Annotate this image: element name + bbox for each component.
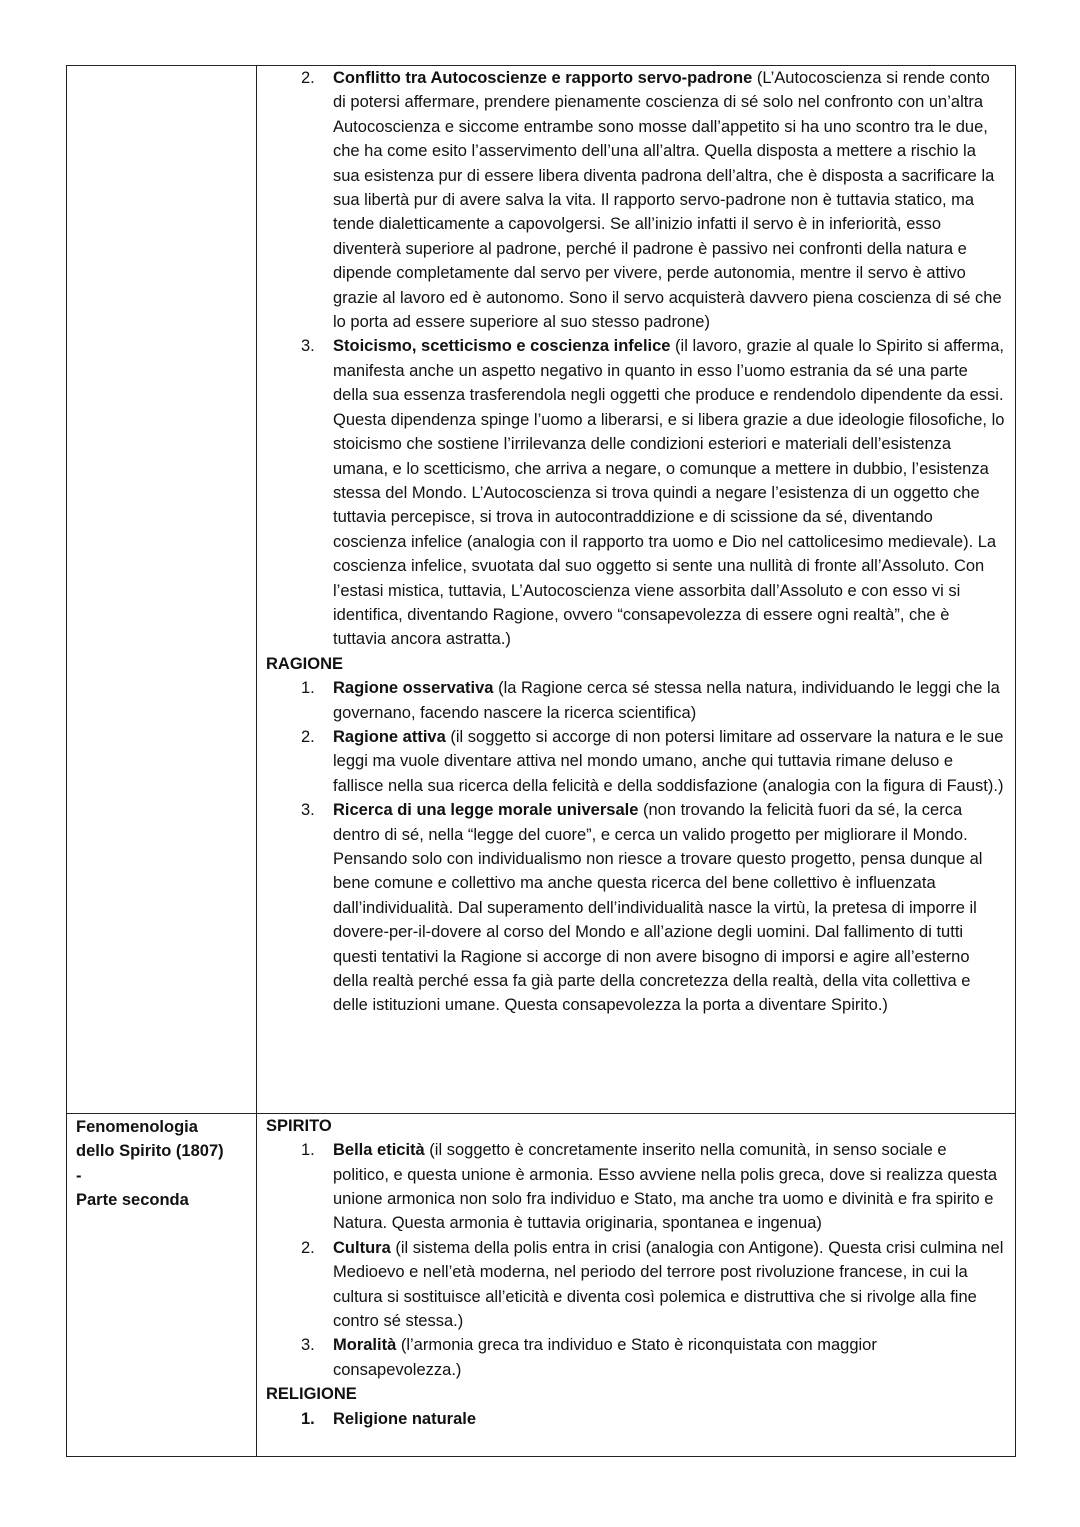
left-cell-empty	[67, 66, 257, 1114]
religione-list	[266, 1407, 1005, 1431]
left-cell	[67, 1113, 257, 1456]
item-text: (il sistema della polis entra in crisi (analogia con Antigone). Questa crisi culmina nel Medioevo e nell’età moderna, nel periodo del terrore post rivoluzione francese, in cui la cultura si sostituisce all’eticità e diventa così polemica e distruttiva che si rivolge alla fine contro sé stessa.)	[333, 1238, 1004, 1330]
table-row	[67, 66, 1016, 1114]
item-text: (il lavoro, grazie al quale lo Spirito si afferma, manifesta anche un aspetto negativo in quanto in esso l’uomo estrania da sé una parte della sua essenza trasferendola negli oggetti che produce e rendendolo dipendente da essi. Questa dipendenza spinge l’uomo a liberarsi, e si libera grazie a due ideologie filosofiche, lo stoicismo che sostiene l’irrilevanza delle condizioni esteriori e materiali dell’esistenza umana, e lo scetticismo, che arriva a negare, o comunque a mettere in dubbio, l’esistenza stessa del Mondo. L’Autocoscienza si trova quindi a negare l’esistenza di un oggetto che tuttavia percepisce, si trova in autocontraddizione e di scissione da sé, diventando coscienza infelice (analogia con il rapporto tra uomo e Dio nel cattolicesimo medievale). La coscienza infelice, svuotata dal suo oggetto si sente una nullità di fronte all’Assoluto. Con l’estasi mistica, tuttavia, L’Autocoscienza viene assorbita dall’Assoluto e con esso vi si identifica, diventando Ragione, ovvero “consapevolezza di essere ogni realtà”, che è tuttavia ancora astratta.)	[333, 337, 1005, 649]
item-number: 1.	[301, 1141, 315, 1160]
item-text: (il soggetto si accorge di non potersi limitare ad osservare la natura e le sue leggi ma vuole diventare attiva nel mondo umano, anche qui tuttavia rimane deluso e fallisce nella sua ricerca della felicità e della soddisfazione (analogia con la figura di Faust).)	[333, 727, 1004, 795]
spirito-list	[266, 1138, 1005, 1382]
item-title: Cultura	[333, 1238, 391, 1257]
table-row	[67, 1113, 1016, 1456]
ragione-list	[266, 676, 1005, 1018]
item-title: Religione naturale	[333, 1409, 477, 1428]
item-number: 2.	[301, 69, 315, 87]
list-item	[266, 1138, 1005, 1236]
list-item	[266, 725, 1005, 798]
item-title: Ragione attiva	[333, 727, 446, 746]
item-number: 2.	[301, 1238, 315, 1257]
autocoscienza-list	[266, 66, 1005, 652]
list-item	[266, 334, 1005, 651]
item-text: (l’armonia greca tra individuo e Stato è riconquistata con maggior consapevolezza.)	[333, 1336, 877, 1379]
section-title-line: dello Spirito (1807)	[76, 1142, 224, 1161]
item-title: Stoicismo, scetticismo e coscienza infelice	[333, 337, 671, 356]
item-title: Conflitto tra Autocoscienze e rapporto servo-padrone	[333, 69, 753, 87]
right-cell	[257, 66, 1016, 1114]
section-title-line: Parte seconda	[76, 1191, 189, 1210]
section-heading-ragione: RAGIONE	[266, 654, 344, 673]
item-text: (il soggetto è concretamente inserito nella comunità, in senso sociale e politico, e questa unione è armonia. Esso avviene nella polis greca, dove si realizza questa unione armonica non solo fra individuo e Stato, ma anche tra uomo e divinità e fra spirito e Natura. Questa armonia è tuttavia originaria, spontanea e ingenua)	[333, 1141, 998, 1233]
item-number: 1.	[301, 1409, 315, 1428]
notes-table	[66, 65, 1016, 1457]
item-number: 3.	[301, 1336, 315, 1355]
section-heading-religione: RELIGIONE	[266, 1385, 357, 1404]
item-number: 2.	[301, 727, 315, 746]
right-cell	[257, 1113, 1016, 1456]
list-item	[266, 798, 1005, 1018]
item-number: 3.	[301, 337, 315, 356]
list-item	[266, 676, 1005, 725]
item-number: 1.	[301, 679, 315, 698]
item-title: Bella eticità	[333, 1141, 425, 1160]
section-heading-spirito: SPIRITO	[266, 1116, 332, 1135]
section-title-line: Fenomenologia	[76, 1117, 198, 1136]
item-text: (la Ragione cerca sé stessa nella natura, individuando le leggi che la governano, facendo nascere la ricerca scientifica)	[333, 679, 1000, 722]
item-title: Ricerca di una legge morale universale	[333, 801, 639, 820]
item-text: (L’Autocoscienza si rende conto di potersi affermare, prendere pienamente coscienza di sé solo nel confronto con un’altra Autocoscienza e siccome entrambe sono mosse dall’appetito si ha uno scontro tra le due, che ha come esito l’asservimento dell’una all’altra. Quella disposta a mettere a rischio la sua esistenza pur di essere libera diventa padrona dell’altra, che è disposta a sacrificare la sua libertà pur di avere salva la vita. Il rapporto servo-padrone non è tuttavia statico, ma tende dialetticamente a capovolgersi. Se all’inizio infatti il servo è in inferiorità, esso diventerà superiore al padrone, perché il padrone è passivo nei confronti della natura e dipende completamente dal servo per vivere, perde autonomia, mentre il servo è attivo grazie al lavoro ed è autonomo. Sono il servo acquisterà davvero piena coscienza di sé che lo porta ad essere superiore al suo stesso padrone)	[333, 69, 1002, 332]
section-title-line: -	[76, 1166, 82, 1185]
item-title: Moralità	[333, 1336, 397, 1355]
list-item	[266, 1407, 1005, 1431]
item-text: (non trovando la felicità fuori da sé, la cerca dentro di sé, nella “legge del cuore”, e cerca un valido progetto per migliorare il Mondo. Pensando solo con individualismo non riesce a trovare questo progetto, pensa dunque al bene comune e collettivo ma anche questa ricerca del bene collettivo è influenzata dall’individualità. Dal superamento dell’individualità nasce la virtù, la pretesa di imporre il dovere-per-il-dovere al corso del Mondo e all’azione degli uomini. Dal fallimento di tutti questi tentativi la Ragione si accorge di non avere bisogno di imporsi e agire all’esterno della realtà perché essa fa già parte della concretezza della realtà, della vita collettiva e delle istituzioni umane. Questa consapevolezza la porta a diventare Spirito.)	[333, 801, 983, 1015]
list-item	[266, 1333, 1005, 1382]
section-title	[76, 1115, 250, 1213]
item-title: Ragione osservativa	[333, 679, 494, 698]
list-item	[266, 66, 1005, 334]
list-item	[266, 1236, 1005, 1334]
item-number: 3.	[301, 801, 315, 820]
